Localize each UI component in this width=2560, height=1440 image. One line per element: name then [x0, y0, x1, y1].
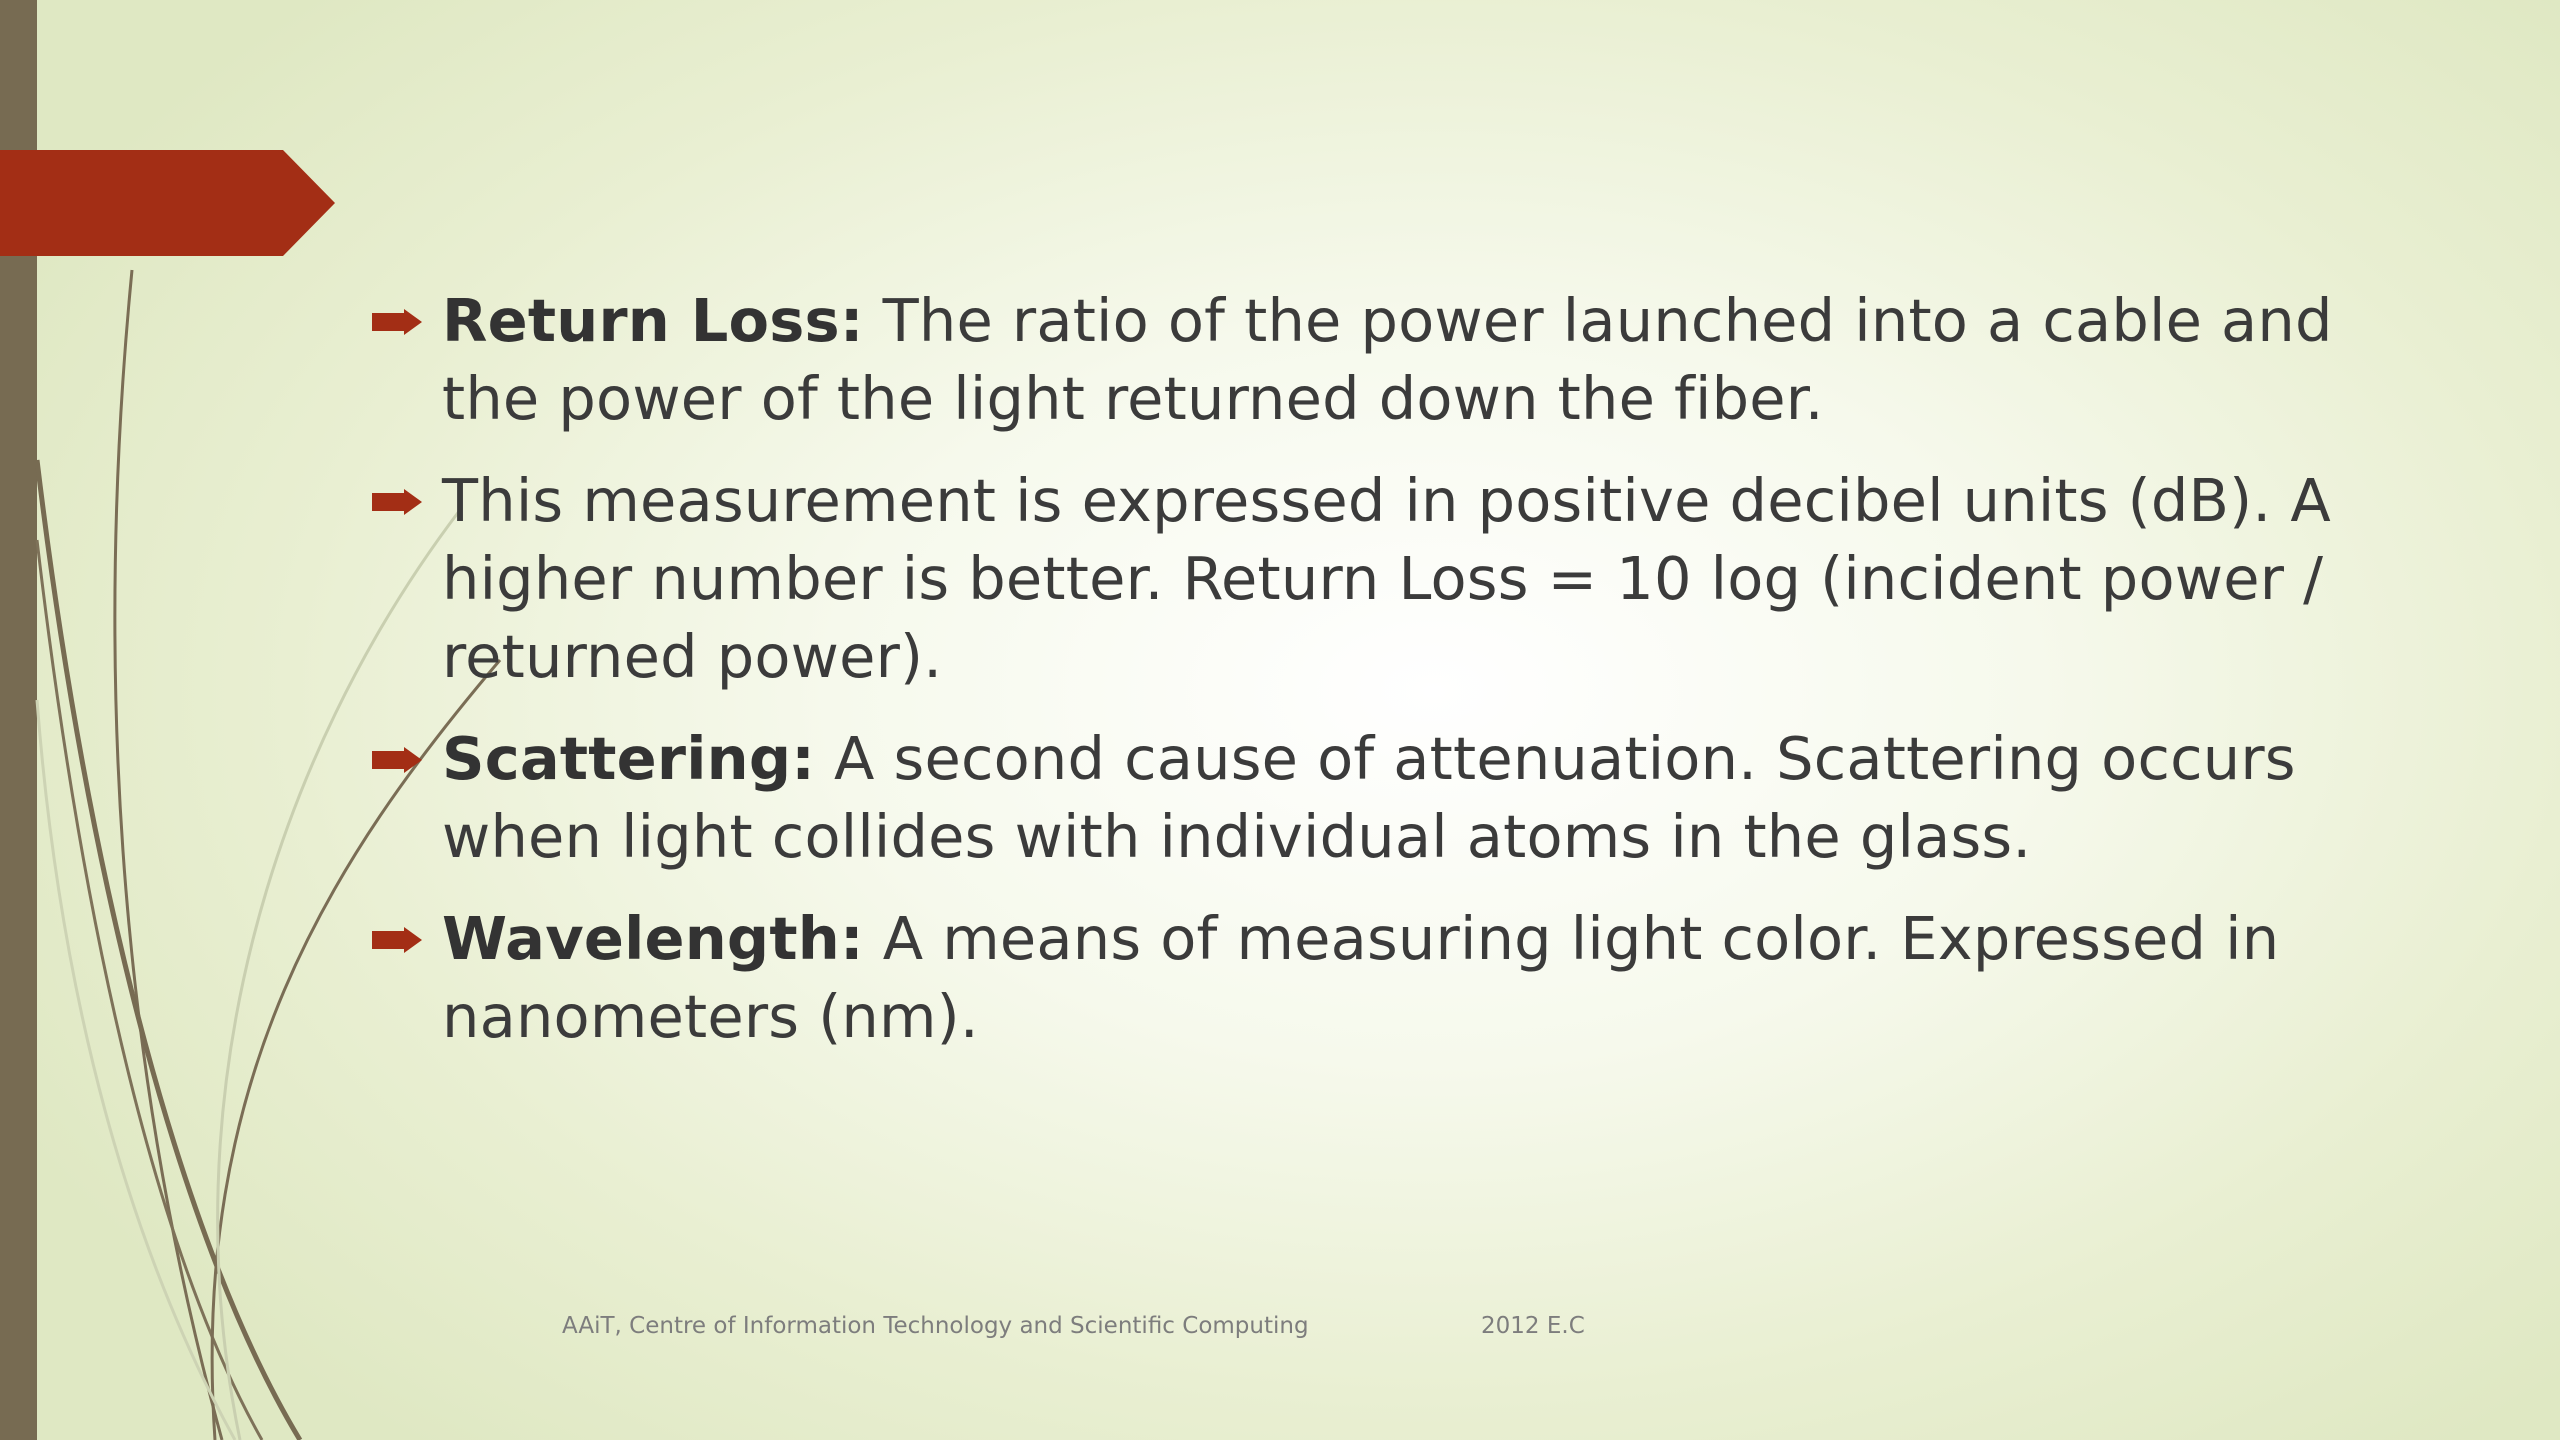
bullet-item-return-loss	[368, 282, 2378, 438]
bullet-text: This measurement is expressed in positive decibel units (dB). A higher number is better. Return Loss = 10 log (incident power / returned power).	[442, 466, 2331, 691]
bullet-term: Return Loss:	[442, 286, 864, 355]
footer-organization: AAiT, Centre of Information Technology and Scientific Computing	[562, 1313, 1309, 1339]
bullet-text: The ratio of the power launched into a cable and the power of the light returned down the fiber.	[442, 286, 2333, 433]
bullet-list	[368, 282, 2378, 1080]
footer-year: 2012 E.C	[1481, 1313, 1585, 1339]
arrow-bullet-icon	[372, 747, 422, 773]
arrow-bullet-icon	[372, 309, 422, 335]
arrow-bullet-icon	[372, 489, 422, 515]
bullet-item-scattering	[368, 720, 2378, 876]
bullet-text: A means of measuring light color. Expressed in nanometers (nm).	[442, 904, 2280, 1051]
bullet-item-measurement	[368, 462, 2378, 696]
title-arrow-tab	[0, 150, 335, 256]
bullet-text: A second cause of attenuation. Scattering occurs when light collides with individual atoms in the glass.	[442, 724, 2296, 871]
bullet-item-wavelength	[368, 900, 2378, 1056]
bullet-term: Scattering:	[442, 724, 816, 793]
arrow-bullet-icon	[372, 927, 422, 953]
bullet-term: Wavelength:	[442, 904, 864, 973]
